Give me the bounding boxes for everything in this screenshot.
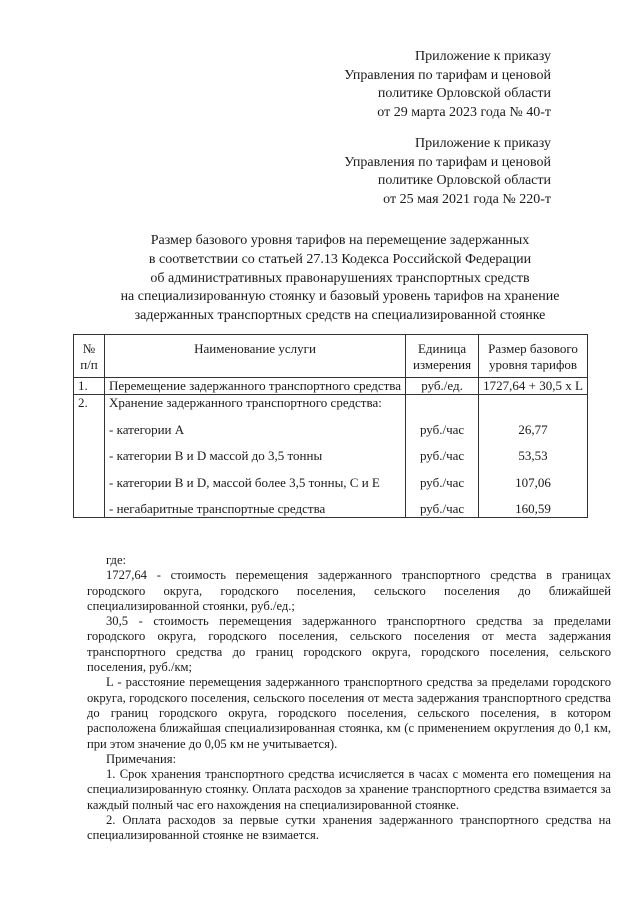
- header-number: № п/п: [74, 335, 105, 378]
- title-line: Размер базового уровня тарифов на перемещение задержанных: [150, 233, 530, 248]
- subitem-name: - категории В и D, массой более 3,5 тонны, С и Е: [109, 474, 380, 490]
- row-number: 1.: [74, 378, 105, 395]
- subitem-value: 160,59: [515, 501, 551, 516]
- title-line: об административных правонарушениях транспортных средств: [150, 270, 530, 286]
- row-number: 2.: [74, 395, 105, 518]
- subitem-unit: руб./час: [419, 448, 465, 463]
- header-unit: Единица измерения: [406, 335, 479, 378]
- title-line: в соответствии со статьей 27.13 Кодекса Российской Федерации: [148, 251, 532, 267]
- subitem-unit: руб./час: [419, 474, 465, 490]
- table-row: [74, 395, 588, 518]
- explanation-paragraph: L - расстояние перемещения задержанного транспортного средства за пределами городского округа, городского поселения, сельского поселения от места задержания транспортного средства до границ городского округа, городского поселения, сельского поселения, в котором расположена ближайшая специализированная стоянка, км (с применением округления до 0,1 км, при этом значение до 0,05 км не учитывается).: [87, 675, 611, 751]
- service-name: Перемещение задержанного транспортного средства: [105, 378, 406, 395]
- service-name-cell: [105, 395, 406, 518]
- explanations: [87, 553, 611, 844]
- explanation-paragraph: 1727,64 - стоимость перемещения задержанного транспортного средства в границах городского округа, городского поселения, сельского поселения до ближайшей специализированной стоянки, руб./ед.;: [87, 568, 611, 613]
- subitem-unit: руб./час: [419, 501, 465, 516]
- header-line: Приложение к приказу: [415, 49, 551, 64]
- where-label: где:: [106, 553, 127, 567]
- header-line: от 25 мая 2021 года № 220-т: [383, 191, 551, 207]
- remarks-label: Примечания:: [106, 751, 177, 766]
- unit-cell: [406, 395, 479, 518]
- header-line: Приложение к приказу: [415, 136, 551, 151]
- header-tariff-value: Размер базового уровня тарифов: [479, 335, 588, 378]
- remark-paragraph: 2. Оплата расходов за первые сутки хранения задержанного транспортного средства на специализированной стоянке не взимается.: [87, 813, 611, 843]
- header-original-order: [291, 135, 551, 209]
- explanation-paragraph: 30,5 - стоимость перемещения задержанного транспортного средства за пределами городского округа, городского поселения, сельского поселения от места задержания транспортного средства до границ городского округа, городского поселения, сельского поселения, руб./км;: [87, 614, 611, 675]
- service-name: Хранение задержанного транспортного средства:: [109, 395, 382, 410]
- header-line: от 29 марта 2023 года № 40-т: [377, 104, 551, 120]
- tariff-table: [73, 334, 588, 518]
- table-header-row: [74, 335, 588, 378]
- header-current-order: [291, 48, 551, 122]
- subitem-name: - категории В и D массой до 3,5 тонны: [109, 448, 323, 463]
- header-line: политике Орловской области: [377, 86, 551, 101]
- document-title: [80, 232, 600, 326]
- tariff-value: 1727,64 + 30,5 x L: [479, 378, 588, 395]
- remark-paragraph: 1. Срок хранения транспортного средства исчисляется в часах с момента его помещения на специализированную стоянку. Оплата расходов за хранение транспортного средства взимается за каждый полный час его нахождения на специализированной стоянке.: [87, 767, 611, 812]
- header-line: политике Орловской области: [377, 173, 551, 188]
- subitem-unit: руб./час: [419, 421, 465, 437]
- title-line: задержанных транспортных средств на специализированной стоянке: [134, 308, 546, 324]
- header-line: Управления по тарифам и ценовой: [344, 67, 551, 83]
- subitem-value: 53,53: [518, 448, 548, 463]
- header-line: Управления по тарифам и ценовой: [344, 154, 551, 170]
- subitem-name: - категории А: [109, 421, 185, 437]
- header-service-name: Наименование услуги: [105, 335, 406, 378]
- subitem-value: 107,06: [515, 474, 551, 490]
- subitem-name: - негабаритные транспортные средства: [109, 501, 326, 516]
- subitem-value: 26,77: [518, 421, 548, 437]
- value-cell: [479, 395, 588, 518]
- table-row: [74, 378, 588, 395]
- service-unit: руб./ед.: [406, 378, 479, 395]
- title-line: на специализированную стоянку и базовый уровень тарифов на хранение: [120, 289, 560, 305]
